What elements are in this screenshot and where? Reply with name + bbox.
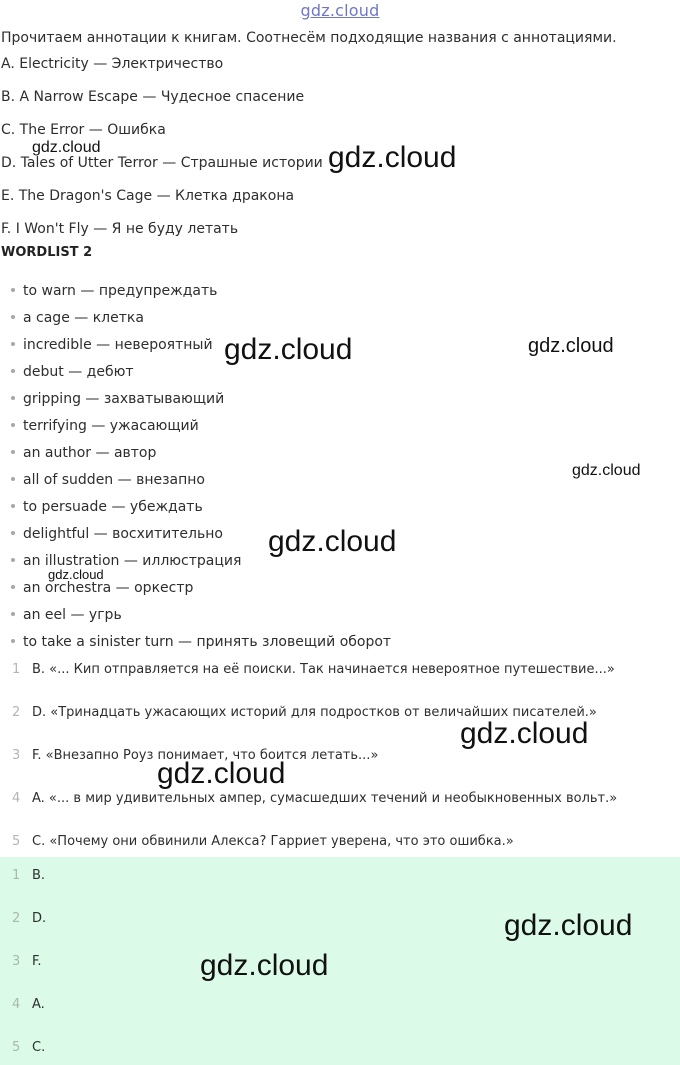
watermark-text: gdz.cloud: [224, 333, 353, 366]
question-number: 2: [12, 705, 21, 720]
answer-text: C.: [32, 1040, 46, 1055]
question-text: B. «... Кип отправляется на её поиски. Так начинается невероятное путешествие...»: [32, 662, 615, 677]
wordlist-item: [11, 445, 156, 461]
answer-number: 3: [12, 954, 21, 969]
bullet-icon: [11, 342, 15, 346]
watermark-text: gdz.cloud: [460, 717, 589, 750]
answer-block: [0, 857, 680, 1065]
book-title-e: E. The Dragon's Cage — Клетка дракона: [1, 188, 295, 204]
answer-text: F.: [32, 954, 42, 969]
wordlist-item: [11, 337, 213, 353]
question-text: A. «... в мир удивительных ампер, сумасшедших течений и необыкновенных вольт.»: [32, 791, 618, 806]
watermark-text: gdz.cloud: [268, 525, 397, 558]
wordlist-item: [11, 553, 241, 569]
answer-text: A.: [32, 997, 45, 1012]
watermark-text: gdz.cloud: [572, 462, 641, 479]
wordlist-item-text: to warn — предупреждать: [23, 283, 218, 299]
question-text: D. «Тринадцать ужасающих историй для подростков от величайших писателей.»: [32, 705, 597, 720]
bullet-icon: [11, 315, 15, 319]
watermark-text: gdz.cloud: [328, 141, 457, 174]
bullet-icon: [11, 450, 15, 454]
bullet-icon: [11, 612, 15, 616]
wordlist-item-text: an eel — угрь: [23, 607, 122, 623]
question-text: F. «Внезапно Роуз понимает, что боится летать...»: [32, 748, 379, 763]
question-text: C. «Почему они обвинили Алекса? Гарриет уверена, что это ошибка.»: [32, 834, 514, 849]
question-number: 3: [12, 748, 21, 763]
watermark-text: gdz.cloud: [528, 335, 614, 357]
wordlist-item: [11, 526, 223, 542]
wordlist-item: [11, 310, 144, 326]
watermark-text: gdz.cloud: [32, 139, 101, 156]
book-title-a: A. Electricity — Электричество: [1, 56, 224, 72]
wordlist-item-text: incredible — невероятный: [23, 337, 213, 353]
bullet-icon: [11, 369, 15, 373]
intro-text: Прочитаем аннотации к книгам. Соотнесём подходящие названия с аннотациями.: [1, 30, 617, 46]
watermark-text: gdz.cloud: [48, 567, 104, 582]
bullet-icon: [11, 504, 15, 508]
bullet-icon: [11, 477, 15, 481]
wordlist-item-text: an author — автор: [23, 445, 157, 461]
wordlist-item-text: a cage — клетка: [23, 310, 144, 326]
answer-text: D.: [32, 911, 47, 926]
answer-number: 5: [12, 1040, 21, 1055]
bullet-icon: [11, 396, 15, 400]
wordlist-item-text: to take a sinister turn — принять зловещий оборот: [23, 634, 392, 650]
question-number: 5: [12, 834, 21, 849]
bullet-icon: [11, 423, 15, 427]
wordlist-item-text: delightful — восхитительно: [23, 526, 223, 542]
answer-number: 1: [12, 868, 21, 883]
wordlist-item: [11, 364, 134, 380]
watermark-text: gdz.cloud: [504, 909, 633, 942]
wordlist-item: [11, 283, 217, 299]
question-number: 4: [12, 791, 21, 806]
bullet-icon: [11, 558, 15, 562]
bullet-icon: [11, 585, 15, 589]
answer-number: 2: [12, 911, 21, 926]
wordlist-item-text: terrifying — ужасающий: [23, 418, 199, 434]
wordlist-item: [11, 472, 205, 488]
wordlist-item-text: debut — дебют: [23, 364, 134, 380]
book-title-d: D. Tales of Utter Terror — Страшные истории: [1, 155, 323, 171]
wordlist-item-text: to persuade — убеждать: [23, 499, 203, 515]
watermark-text: gdz.cloud: [157, 757, 286, 790]
wordlist-item: [11, 607, 122, 623]
wordlist-title: WORDLIST 2: [1, 245, 93, 260]
wordlist-item: [11, 391, 224, 407]
wordlist-item: [11, 418, 199, 434]
book-title-b: B. A Narrow Escape — Чудесное спасение: [1, 89, 305, 105]
site-header-logo[interactable]: gdz.cloud: [300, 1, 380, 20]
wordlist-item-text: all of sudden — внезапно: [23, 472, 205, 488]
wordlist-item: [11, 580, 193, 596]
book-title-c: C. The Error — Ошибка: [1, 122, 166, 138]
book-title-f: F. I Won't Fly — Я не буду летать: [1, 221, 239, 237]
answer-text: B.: [32, 868, 46, 883]
wordlist-item-text: an orchestra — оркестр: [23, 580, 194, 596]
answer-number: 4: [12, 997, 21, 1012]
bullet-icon: [11, 531, 15, 535]
bullet-icon: [11, 288, 15, 292]
wordlist-item-text: gripping — захватывающий: [23, 391, 225, 407]
wordlist-item: [11, 634, 391, 650]
wordlist-item: [11, 499, 203, 515]
bullet-icon: [11, 639, 15, 643]
watermark-text: gdz.cloud: [200, 949, 329, 982]
question-number: 1: [12, 662, 21, 677]
wordlist-item-text: an illustration — иллюстрация: [23, 553, 242, 569]
